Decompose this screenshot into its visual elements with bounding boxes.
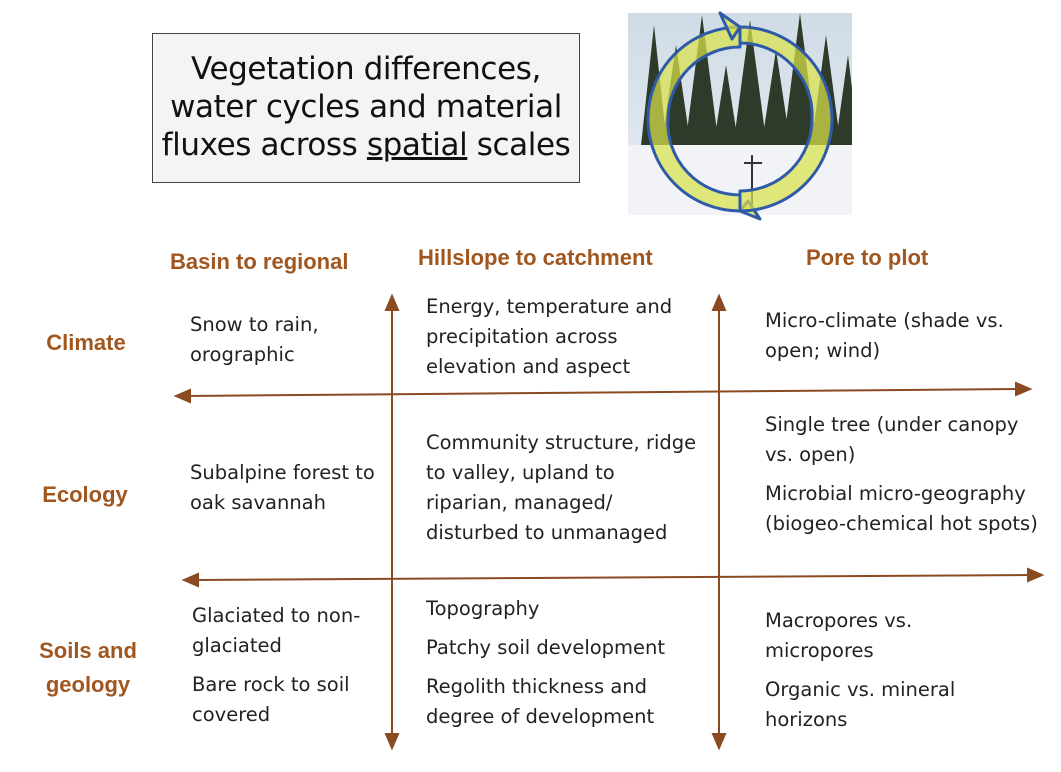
vertical-arrow-right bbox=[713, 296, 725, 748]
cell-text: Single tree (under canopy vs. open) bbox=[765, 413, 1019, 466]
cell-climate-hillslope bbox=[426, 292, 696, 391]
cell-text: Community structure, ridge to valley, upland to riparian, managed/ disturbed to unmanaged bbox=[426, 431, 697, 544]
cell-text: Regolith thickness and degree of development bbox=[426, 675, 655, 728]
title-line-3-post: scales bbox=[467, 126, 571, 163]
cell-text: Microbial micro-geography (biogeo-chemical hot spots) bbox=[765, 482, 1038, 535]
cell-ecology-basin bbox=[190, 458, 380, 527]
cell-text: Energy, temperature and precipitation across elevation and aspect bbox=[426, 295, 673, 378]
cell-ecology-hillslope bbox=[426, 428, 698, 557]
cell-text: Subalpine forest to oak savannah bbox=[190, 461, 375, 514]
row-header-soils: Soils and geology bbox=[39, 638, 137, 698]
cell-ecology-pore bbox=[765, 410, 1045, 548]
cell-text: Bare rock to soil covered bbox=[192, 673, 350, 726]
vertical-arrow-left bbox=[386, 296, 398, 748]
cell-text: Patchy soil development bbox=[426, 636, 666, 659]
cell-text: Topography bbox=[426, 597, 540, 620]
column-header-basin: Basin to regional bbox=[170, 249, 349, 274]
cell-climate-pore bbox=[765, 306, 1045, 375]
row-header-climate: Climate bbox=[46, 330, 126, 355]
cell-soils-hillslope bbox=[426, 594, 698, 741]
cell-climate-basin bbox=[190, 310, 370, 379]
cell-text: Micro-climate (shade vs. open; wind) bbox=[765, 309, 1004, 362]
row-header-ecology: Ecology bbox=[42, 482, 128, 507]
cell-soils-pore bbox=[765, 606, 995, 744]
title-line-2: water cycles and material bbox=[170, 89, 562, 126]
horizontal-arrow-bottom bbox=[184, 569, 1042, 586]
title-underlined-word: spatial bbox=[366, 126, 468, 163]
title-line-3-pre: fluxes across bbox=[161, 126, 367, 163]
column-header-hillslope: Hillslope to catchment bbox=[418, 245, 653, 270]
title-line-1: Vegetation differences, bbox=[191, 51, 541, 88]
cell-text: Macropores vs. micropores bbox=[765, 609, 913, 662]
column-header-pore: Pore to plot bbox=[806, 245, 929, 270]
cell-text: Organic vs. mineral horizons bbox=[765, 678, 956, 731]
cell-text: Glaciated to non-glaciated bbox=[192, 604, 361, 657]
cell-soils-basin bbox=[192, 601, 382, 739]
cell-text: Snow to rain, orographic bbox=[190, 313, 319, 366]
